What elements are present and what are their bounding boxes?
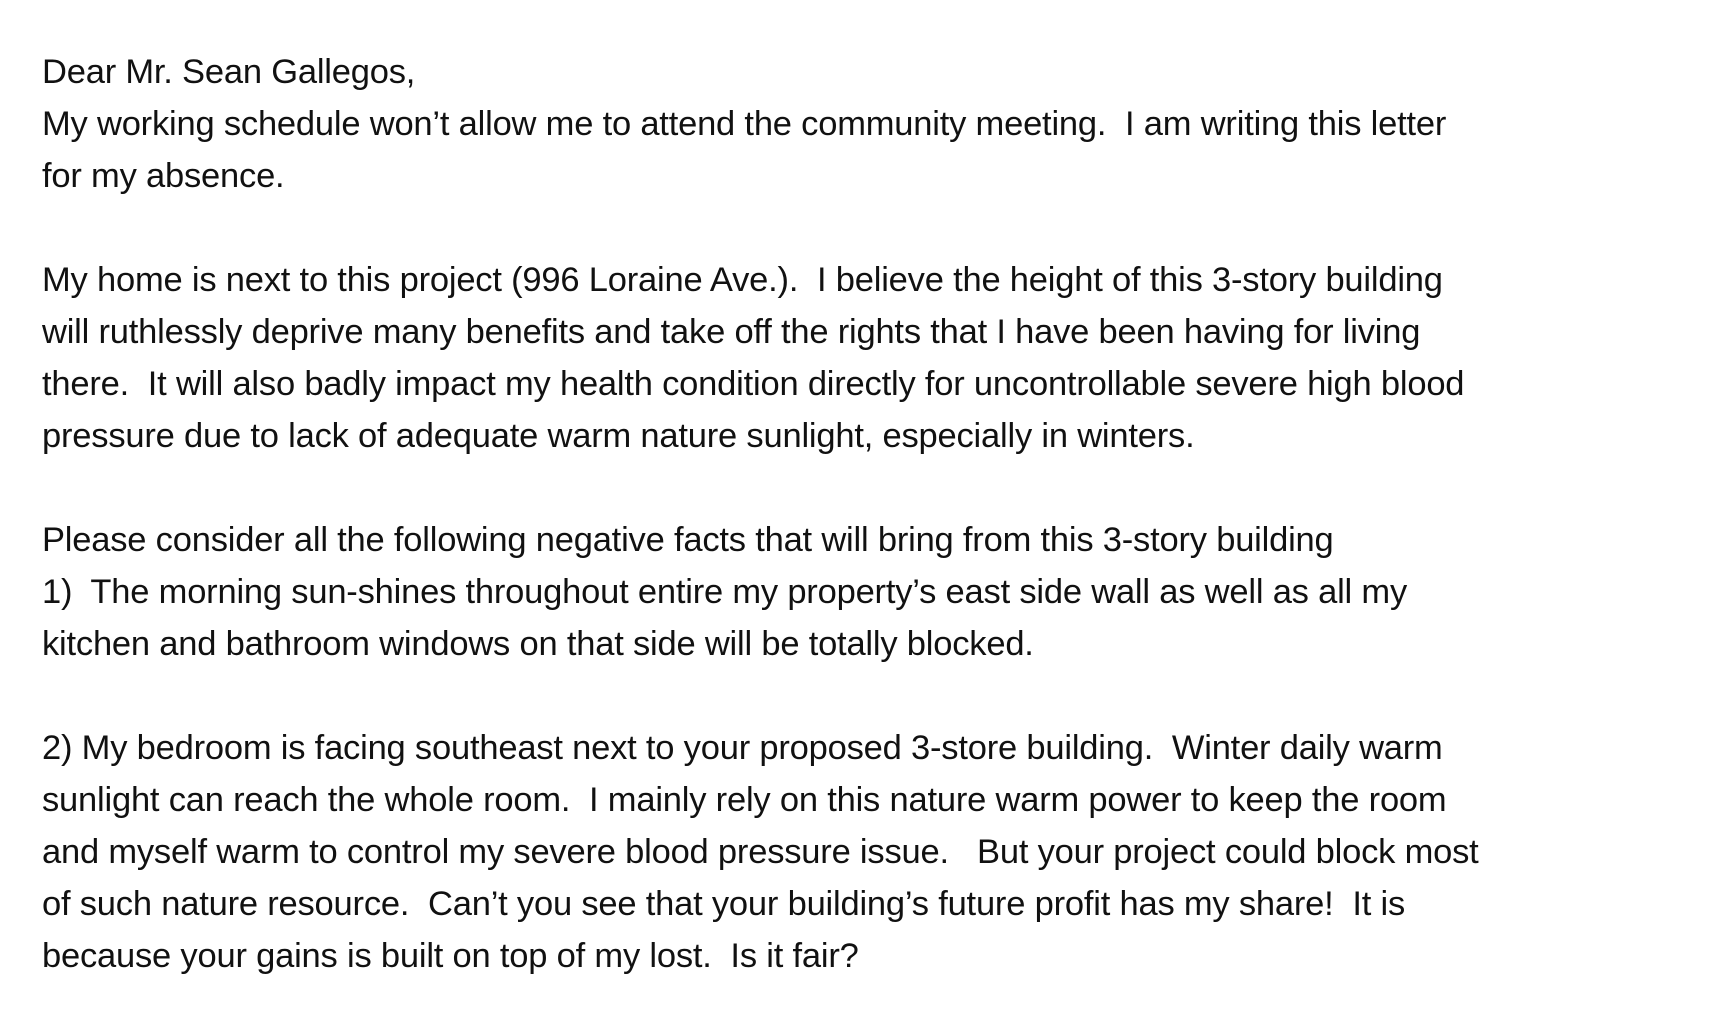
paragraph-gap: [42, 462, 1702, 514]
paragraph-2-line: kitchen and bathroom windows on that side will be totally blocked.: [42, 625, 1034, 663]
paragraph-3-line: 2) My bedroom is facing southeast next to your proposed 3-store building. Winter daily warm: [42, 729, 1443, 767]
intro-line: for my absence.: [42, 157, 285, 195]
paragraph-1-line: will ruthlessly deprive many benefits and take off the rights that I have been having for living: [42, 313, 1421, 351]
paragraph-gap: [42, 670, 1702, 722]
paragraph-1-line: My home is next to this project (996 Loraine Ave.). I believe the height of this 3-story building: [42, 261, 1443, 299]
paragraph-1-line: pressure due to lack of adequate warm nature sunlight, especially in winters.: [42, 417, 1195, 455]
paragraph-3-line: sunlight can reach the whole room. I mainly rely on this nature warm power to keep the room: [42, 781, 1447, 819]
intro-line: My working schedule won’t allow me to attend the community meeting. I am writing this letter: [42, 105, 1447, 143]
paragraph-3-line: because your gains is built on top of my lost. Is it fair?: [42, 937, 859, 975]
paragraph-1-line: there. It will also badly impact my health condition directly for uncontrollable severe high blood: [42, 365, 1465, 403]
paragraph-2-line: 1) The morning sun-shines throughout entire my property’s east side wall as well as all my: [42, 573, 1408, 611]
paragraph-gap: [42, 202, 1702, 254]
paragraph-3-line: of such nature resource. Can’t you see that your building’s future profit has my share! It is: [42, 885, 1405, 923]
paragraph-3-line: and myself warm to control my severe blood pressure issue. But your project could block most: [42, 833, 1479, 871]
letter-body: [42, 46, 1702, 982]
paragraph-2-line: Please consider all the following negative facts that will bring from this 3-story building: [42, 521, 1334, 559]
salutation: Dear Mr. Sean Gallegos,: [42, 53, 416, 91]
